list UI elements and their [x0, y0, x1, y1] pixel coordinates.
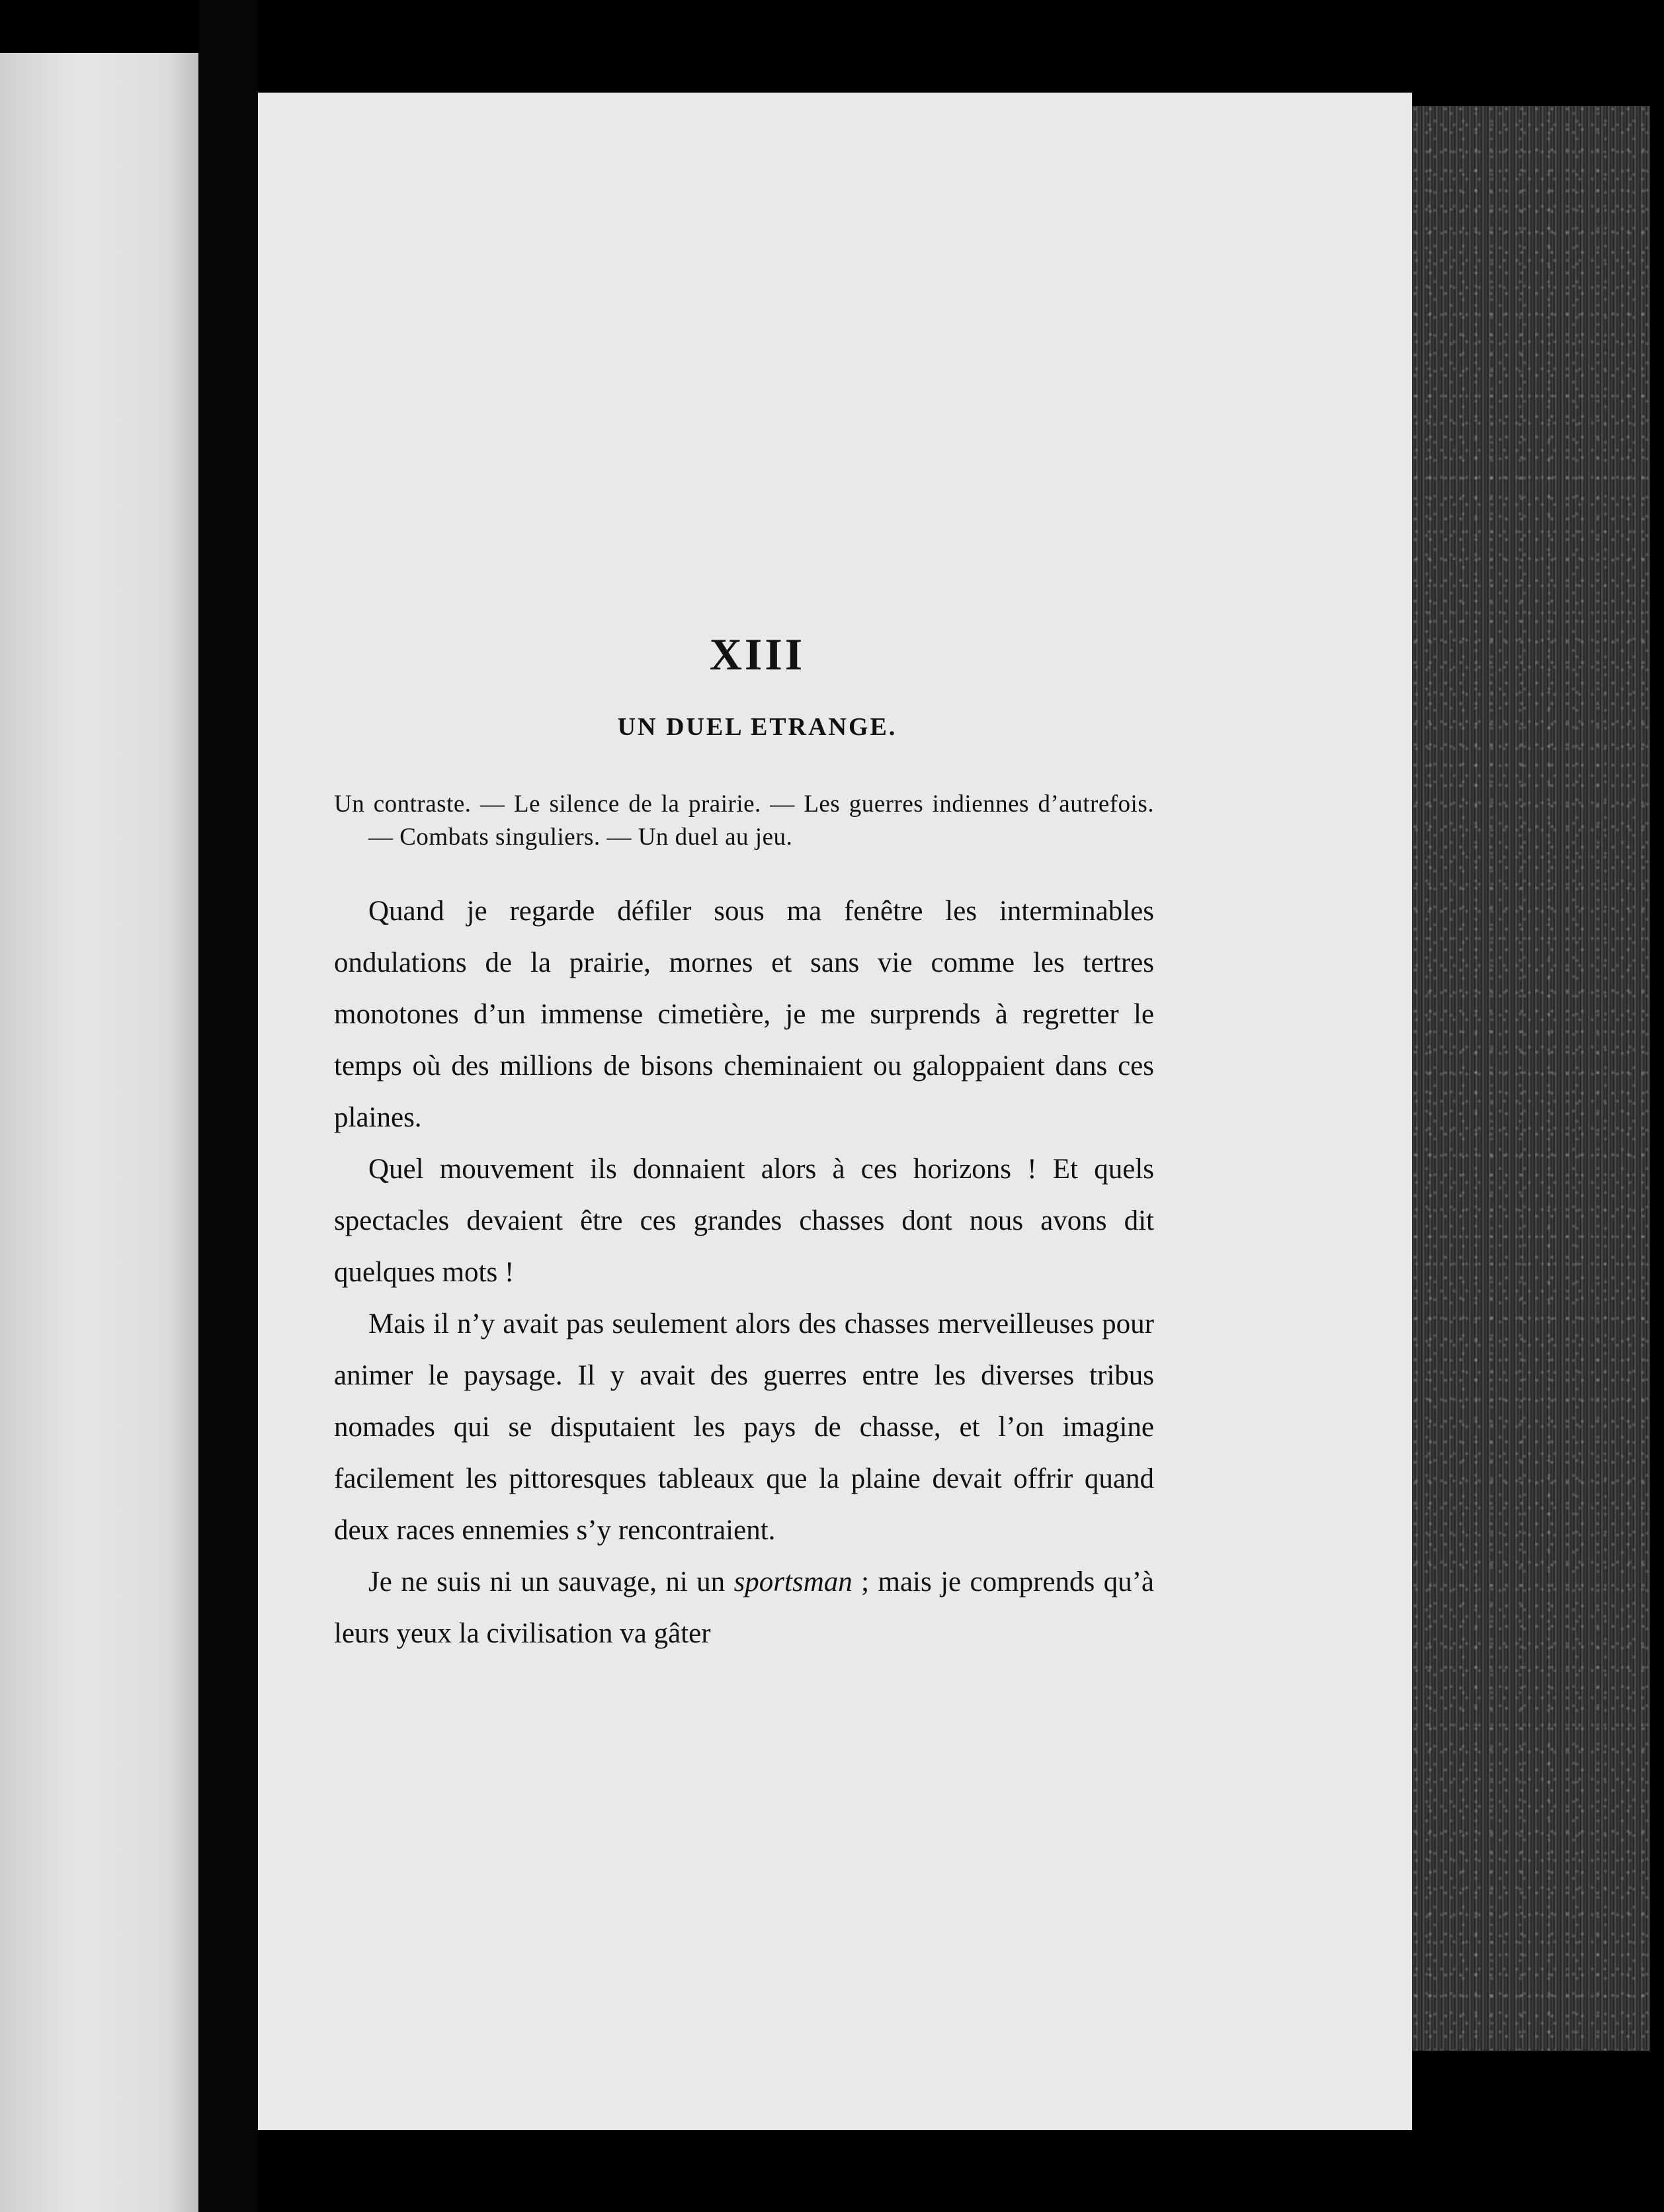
- book-gutter: [198, 0, 258, 2212]
- chapter-number: XIII: [709, 629, 806, 679]
- page-edges-stack: [1412, 106, 1650, 2051]
- chapter-title: UN DUEL ETRANGE.: [617, 713, 897, 741]
- paragraph-text: Je ne suis ni un sauvage, ni un: [368, 1566, 734, 1597]
- paragraph: Quand je regarde défiler sous ma fenêtre les interminables ondulations de la prairie, mornes et sans vie comme les tertres monotones d’un immense cimetière, je me surprends à regretter le temps où des millions de bisons cheminaient ou galoppaient dans ces plaines.: [334, 896, 1154, 1133]
- paragraph-last: [334, 1556, 1154, 1660]
- paragraph-text: ; mais je comprends qu’à leurs yeux la civilisation va gâter: [334, 1566, 1154, 1649]
- paragraph: Mais il n’y avait pas seulement alors des chasses merveilleuses pour animer le paysage. Il y avait des guerres entre les diverses tribus nomades qui se disputaient les pays de chasse, et l’on imagine facilement les pittoresques tableaux que la plaine devait offrir quand deux races ennemies s’y rencontraient.: [334, 1308, 1154, 1546]
- italic-word: sportsman: [733, 1566, 853, 1597]
- left-page-edge: [0, 53, 198, 2212]
- page-text: [334, 628, 1154, 1660]
- chapter-summary: Un contraste. — Le silence de la prairie. — Les guerres indiennes d’autrefois. — Combats singuliers. — Un duel au jeu.: [334, 790, 1154, 851]
- paragraph: Quel mouvement ils donnaient alors à ces horizons ! Et quels spectacles devaient être ces grandes chasses dont nous avons dit quelques mots !: [334, 1154, 1154, 1288]
